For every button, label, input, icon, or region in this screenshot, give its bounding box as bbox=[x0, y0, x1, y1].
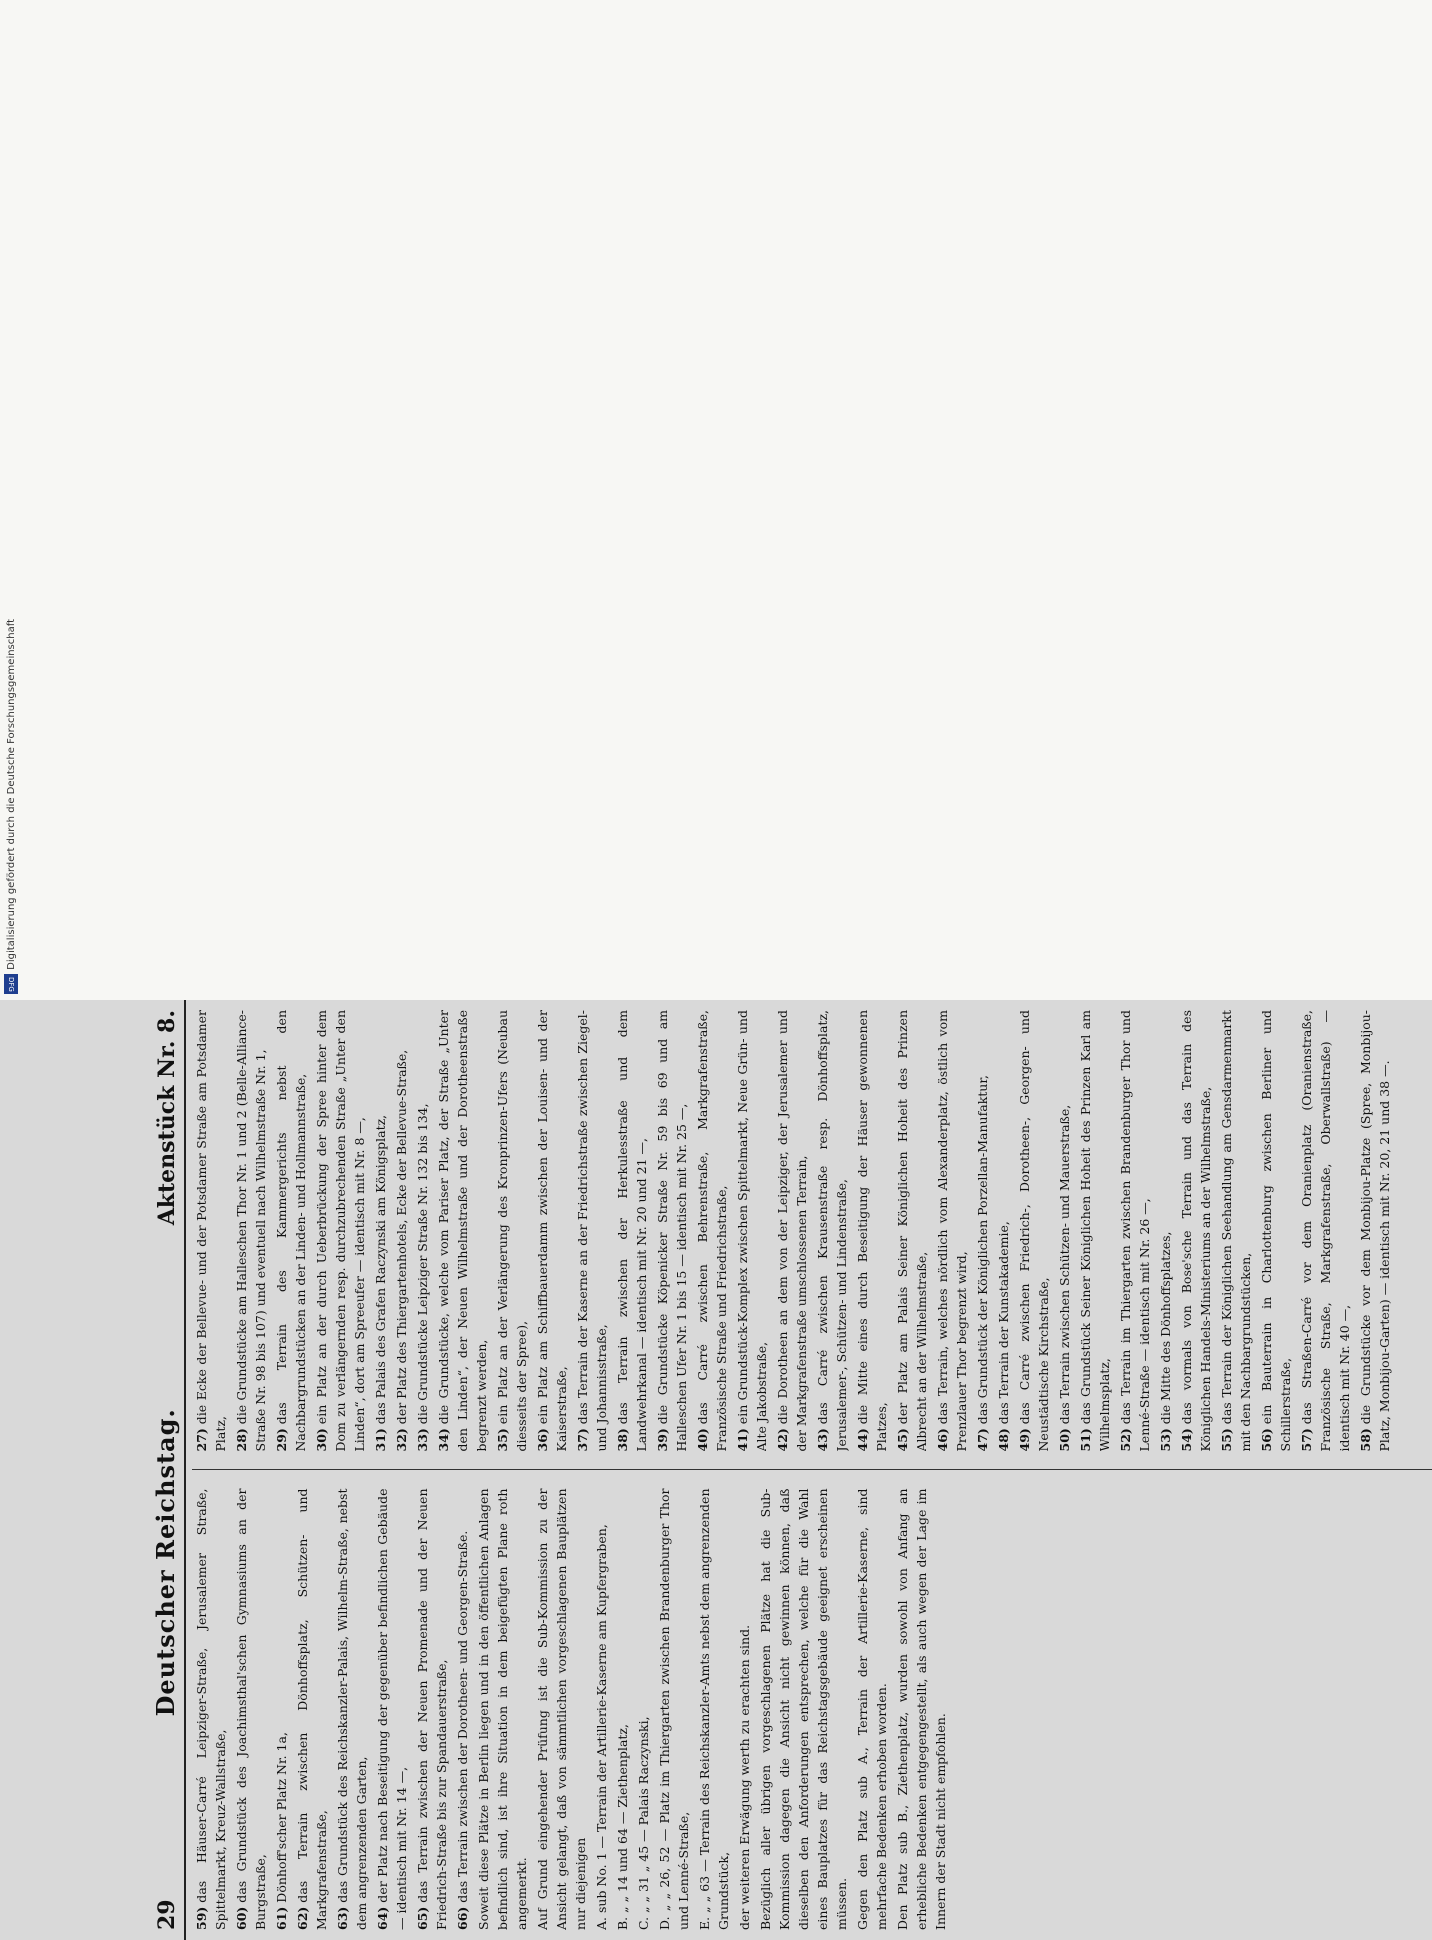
item-text: das Palais des Grafen Raczynski am Königsplatz, bbox=[373, 1114, 388, 1425]
item-number: 33) bbox=[415, 1428, 430, 1452]
body-paragraph: D. „ „ 26, 52 — Platz im Thiergarten zwischen Brandenburger Thor und Lenné-Straße, bbox=[657, 1488, 691, 1930]
list-item bbox=[1356, 1010, 1394, 1452]
list-item bbox=[413, 1489, 451, 1931]
list-item bbox=[453, 1489, 472, 1931]
item-number: 32) bbox=[394, 1428, 409, 1452]
list-item bbox=[1156, 1010, 1175, 1452]
item-number: 44) bbox=[855, 1428, 870, 1452]
item-number: 34) bbox=[436, 1428, 451, 1452]
body-paragraph: A. sub No. 1 — Terrain der Artillerie-Kaserne am Kupfergraben, bbox=[594, 1524, 609, 1930]
body-paragraph: Soweit diese Plätze in Berlin liegen und in den öffentlichen Anlagen befindlich sind, ist ihre Situation in dem beigefügten Plane roth angemerkt. bbox=[476, 1488, 529, 1930]
list-item bbox=[1055, 1010, 1074, 1452]
item-text: ein Bauterrain in Charlottenburg zwischen Berliner und Schillerstraße, bbox=[1259, 1010, 1293, 1452]
item-text: ein Platz an der Verlängerung des Kronprinzen-Ufers (Neubau diesseits der Spree), bbox=[495, 1010, 529, 1452]
item-number: 56) bbox=[1259, 1428, 1274, 1452]
list-item bbox=[373, 1489, 411, 1931]
item-number: 65) bbox=[415, 1906, 430, 1930]
list-item bbox=[371, 1010, 390, 1452]
item-text: die Grundstücke, welche vom Pariser Platz, der Straße „Unter den Linden“, der Neuen Wilhelmstraße und der Dorotheenstraße begrenzt werden, bbox=[436, 1010, 489, 1452]
page-header bbox=[145, 1000, 186, 1940]
item-number: 63) bbox=[335, 1906, 350, 1930]
list-item bbox=[392, 1010, 411, 1452]
body-paragraph: Den Platz sub B., Ziethenplatz, wurden sowohl von Anfang an erhebliche Bedenken entgegengestellt, als auch wegen der Lage im Innern der Stadt nicht empfohlen. bbox=[895, 1488, 948, 1930]
list-item bbox=[973, 1010, 992, 1452]
item-number: 27) bbox=[194, 1428, 209, 1452]
body-paragraph: Bezüglich aller übrigen vorgeschlagenen Plätze hat die Sub-Kommission dagegen die Ansicht nicht gewinnen können, daß dieselben den Anforderungen entsprechen, welche für die Wahl eines Bauplatzes für das Reichstagsgebäude geeignet erscheinen müssen. bbox=[758, 1488, 849, 1930]
list-item bbox=[1297, 1010, 1354, 1452]
list-item bbox=[1076, 1010, 1114, 1452]
item-number: 64) bbox=[375, 1906, 390, 1930]
list-item bbox=[272, 1010, 310, 1452]
item-number: 41) bbox=[735, 1428, 750, 1452]
document-page bbox=[145, 1000, 1432, 1940]
item-number: 50) bbox=[1057, 1428, 1072, 1452]
list-item bbox=[232, 1010, 270, 1452]
item-text: das Grundstück des Joachimsthal'schen Gymnasiums an der Burgstraße, bbox=[234, 1488, 268, 1930]
item-text: das Terrain zwischen Schützen- und Mauerstraße, bbox=[1057, 1104, 1072, 1425]
list-item bbox=[312, 1010, 369, 1452]
list-item bbox=[573, 1010, 611, 1452]
item-number: 43) bbox=[815, 1428, 830, 1452]
item-number: 61) bbox=[274, 1906, 289, 1930]
item-number: 28) bbox=[234, 1428, 249, 1452]
dfg-logo: DFG bbox=[4, 974, 18, 994]
list-item bbox=[773, 1010, 811, 1452]
item-number: 62) bbox=[295, 1906, 310, 1930]
right-column bbox=[192, 1010, 1432, 1452]
item-text: das Terrain, welches nördlich vom Alexanderplatz, östlich vom Prenzlauer Thor begrenzt wird, bbox=[935, 1010, 969, 1452]
item-text: das Häuser-Carré Leipziger-Straße, Jerusalemer Straße, Spittelmarkt, Kreuz-Wallstraße, bbox=[194, 1488, 228, 1930]
list-item bbox=[192, 1010, 230, 1452]
item-text: der Platz nach Beseitigung der gegenüber befindlichen Gebäude — identisch mit Nr. 14 —, bbox=[375, 1488, 409, 1930]
item-number: 54) bbox=[1179, 1428, 1194, 1452]
item-number: 53) bbox=[1158, 1428, 1173, 1452]
item-number: 37) bbox=[575, 1428, 590, 1452]
list-item bbox=[1217, 1010, 1255, 1452]
item-number: 59) bbox=[194, 1906, 209, 1930]
item-text: ein Platz an der durch Ueberbrückung der Spree hinter dem Dom zu verlängernden resp. durchzubrechenden Straße „Unter den Linden“, dort am Spreeufer — identisch mit Nr. 8 —, bbox=[314, 1010, 367, 1452]
document-number: Aktenstück Nr. 8. bbox=[154, 1010, 180, 1226]
item-text: das Terrain der Königlichen Seehandlung am Gensdarmenmarkt mit den Nachbargrundstücken, bbox=[1219, 1010, 1253, 1452]
list-item bbox=[893, 1010, 931, 1452]
page-number: 29 bbox=[154, 1899, 180, 1930]
list-item bbox=[533, 1010, 571, 1452]
item-text: das Terrain des Kammergerichts nebst den Nachbargrundstücken an der Linden- und Hollmannstraße, bbox=[274, 1010, 308, 1452]
list-item bbox=[933, 1010, 971, 1452]
column-divider bbox=[192, 1470, 1432, 1471]
item-number: 40) bbox=[695, 1428, 710, 1452]
item-text: das Grundstück Seiner Königlichen Hoheit des Prinzen Karl am Wilhelmsplatz, bbox=[1078, 1010, 1112, 1452]
item-text: das Terrain zwischen Dönhoffsplatz, Schützen- und Markgrafenstraße, bbox=[295, 1488, 329, 1930]
body-paragraph: C. „ „ 31 „ 45 — Palais Raczynski, bbox=[636, 1716, 651, 1930]
credit-text: Digitalisierung gefördert durch die Deutsche Forschungsgemeinschaft bbox=[5, 619, 17, 970]
item-text: die Grundstücke am Halleschen Thor Nr. 1 und 2 (Belle-Alliance-Straße Nr. 98 bis 107) und eventuell nach Wilhelmstraße Nr. 1, bbox=[234, 1010, 268, 1452]
item-number: 31) bbox=[373, 1428, 388, 1452]
body-paragraph: B. „ „ 14 und 64 — Ziethenplatz, bbox=[615, 1724, 630, 1930]
item-number: 38) bbox=[615, 1428, 630, 1452]
item-number: 51) bbox=[1078, 1428, 1093, 1452]
item-text: ein Grundstück-Komplex zwischen Spittelmarkt, Neue Grün- und Alte Jakobstraße, bbox=[735, 1010, 769, 1452]
item-text: das Straßen-Carré vor dem Oranienplatz (Oranienstraße, Französische Straße, Markgrafenstraße, Oberwallstraße) — identisch mit Nr. 40 —, bbox=[1299, 1010, 1352, 1452]
item-text: das Grundstück des Reichskanzler-Palais, Wilhelm-Straße, nebst dem angrenzenden Garten, bbox=[335, 1488, 369, 1930]
item-number: 29) bbox=[274, 1428, 289, 1452]
item-number: 58) bbox=[1358, 1428, 1373, 1452]
list-item bbox=[192, 1489, 230, 1931]
item-number: 57) bbox=[1299, 1428, 1314, 1452]
item-text: die Grundstücke vor dem Monbijou-Platze (Spree, Monbijou-Platz, Monbijou-Garten) — identisch mit Nr. 20, 21 und 38 —. bbox=[1358, 1010, 1392, 1452]
list-item bbox=[1257, 1010, 1295, 1452]
item-number: 47) bbox=[975, 1428, 990, 1452]
item-text: Dönhoff'scher Platz Nr. 1a, bbox=[274, 1732, 289, 1903]
list-item bbox=[272, 1489, 291, 1931]
item-text: ein Platz am Schiffbauerdamm zwischen der Louisen- und der Kaiserstraße, bbox=[535, 1010, 569, 1452]
item-text: das Carré zwischen Friedrich-, Dorotheen-, Georgen- und Neustädtische Kirchstraße, bbox=[1017, 1010, 1051, 1452]
item-number: 39) bbox=[655, 1428, 670, 1452]
list-item bbox=[613, 1010, 651, 1452]
page-title: Deutscher Reichstag. bbox=[151, 1408, 180, 1717]
item-text: das Terrain zwischen der Herkulesstraße und dem Landwehrkanal — identisch mit Nr. 20 und 21 —, bbox=[615, 1010, 649, 1452]
list-item bbox=[434, 1010, 491, 1452]
item-text: das Terrain der Kaserne an der Friedrichstraße zwischen Ziegel- und Johannisstraße, bbox=[575, 1010, 609, 1452]
item-text: das Terrain zwischen der Neuen Promenade und der Neuen Friedrich-Straße bis zur Spandauerstraße, bbox=[415, 1488, 449, 1930]
item-text: das Terrain der Kunstakademie, bbox=[996, 1221, 1011, 1425]
list-item bbox=[813, 1010, 851, 1452]
item-text: der Platz des Thiergartenhotels, Ecke der Bellevue-Straße, bbox=[394, 1049, 409, 1425]
item-number: 66) bbox=[455, 1906, 470, 1930]
item-number: 49) bbox=[1017, 1428, 1032, 1452]
list-item bbox=[733, 1010, 771, 1452]
left-column bbox=[192, 1489, 1432, 1931]
item-text: das vormals von Bose'sche Terrain und das Terrain des Königlichen Handels-Ministeriums an der Wilhelmstraße, bbox=[1179, 1010, 1213, 1452]
item-text: die Mitte eines durch Beseitigung der Häuser gewonnenen Platzes, bbox=[855, 1010, 889, 1452]
item-text: die Grundstücke Leipziger Straße Nr. 132 bis 134, bbox=[415, 1103, 430, 1425]
list-item bbox=[1116, 1010, 1154, 1452]
list-item bbox=[693, 1010, 731, 1452]
item-number: 30) bbox=[314, 1428, 329, 1452]
list-item bbox=[293, 1489, 331, 1931]
list-item bbox=[653, 1010, 691, 1452]
item-number: 35) bbox=[495, 1428, 510, 1452]
item-text: das Carré zwischen Behrenstraße, Markgrafenstraße, Französische Straße und Friedrichstraße, bbox=[695, 1010, 729, 1452]
item-number: 45) bbox=[895, 1428, 910, 1452]
item-number: 42) bbox=[775, 1428, 790, 1452]
list-item bbox=[232, 1489, 270, 1931]
item-text: die Dorotheen an dem von der Leipziger, der Jerusalemer und der Markgrafenstraße umschlossenen Terrain, bbox=[775, 1010, 809, 1452]
list-item bbox=[333, 1489, 371, 1931]
item-text: die Mitte des Dönhoffsplatzes, bbox=[1158, 1231, 1173, 1425]
item-text: das Carré zwischen Krausenstraße resp. Dönhoffsplatz, Jerusalemer-, Schützen- und Lindenstraße, bbox=[815, 1010, 849, 1452]
item-text: der Platz am Palais Seiner Königlichen Hoheit des Prinzen Albrecht an der Wilhelmstraße, bbox=[895, 1010, 929, 1452]
item-number: 46) bbox=[935, 1428, 950, 1452]
item-text: das Terrain zwischen der Dorotheen- und Georgen-Straße. bbox=[455, 1530, 470, 1903]
item-number: 36) bbox=[535, 1428, 550, 1452]
list-item bbox=[994, 1010, 1013, 1452]
list-item bbox=[493, 1010, 531, 1452]
item-number: 60) bbox=[234, 1906, 249, 1930]
body-paragraph: Gegen den Platz sub A., Terrain der Artillerie-Kaserne, sind mehrfache Bedenken erhoben worden. bbox=[855, 1488, 889, 1930]
list-item bbox=[413, 1010, 432, 1452]
item-number: 48) bbox=[996, 1428, 1011, 1452]
list-item bbox=[1177, 1010, 1215, 1452]
item-text: das Grundstück der Königlichen Porzellan-Manufaktur, bbox=[975, 1075, 990, 1425]
item-text: die Ecke der Bellevue- und der Potsdamer Straße am Potsdamer Platz, bbox=[194, 1010, 228, 1452]
item-number: 55) bbox=[1219, 1428, 1234, 1452]
item-number: 52) bbox=[1118, 1428, 1133, 1452]
item-text: das Terrain im Thiergarten zwischen Brandenburger Thor und Lenné-Straße — identisch mit Nr. 26 —, bbox=[1118, 1010, 1152, 1452]
list-item bbox=[1015, 1010, 1053, 1452]
digitization-credit bbox=[0, 0, 22, 1000]
list-item bbox=[853, 1010, 891, 1452]
body-paragraph: Auf Grund eingehender Prüfung ist die Sub-Kommission zu der Ansicht gelangt, daß von sämmtlichen vorgeschlagenen Bauplätzen nur diejenigen bbox=[535, 1488, 588, 1930]
body-paragraph: E. „ „ 63 — Terrain des Reichskanzler-Amts nebst dem angrenzenden Grundstück, bbox=[697, 1488, 731, 1930]
item-text: die Grundstücke Köpenicker Straße Nr. 59 bis 69 und am Halleschen Ufer Nr. 1 bis 15 — identisch mit Nr. 25 —, bbox=[655, 1010, 689, 1452]
body-paragraph: der weiteren Erwägung werth zu erachten sind. bbox=[737, 1624, 752, 1930]
